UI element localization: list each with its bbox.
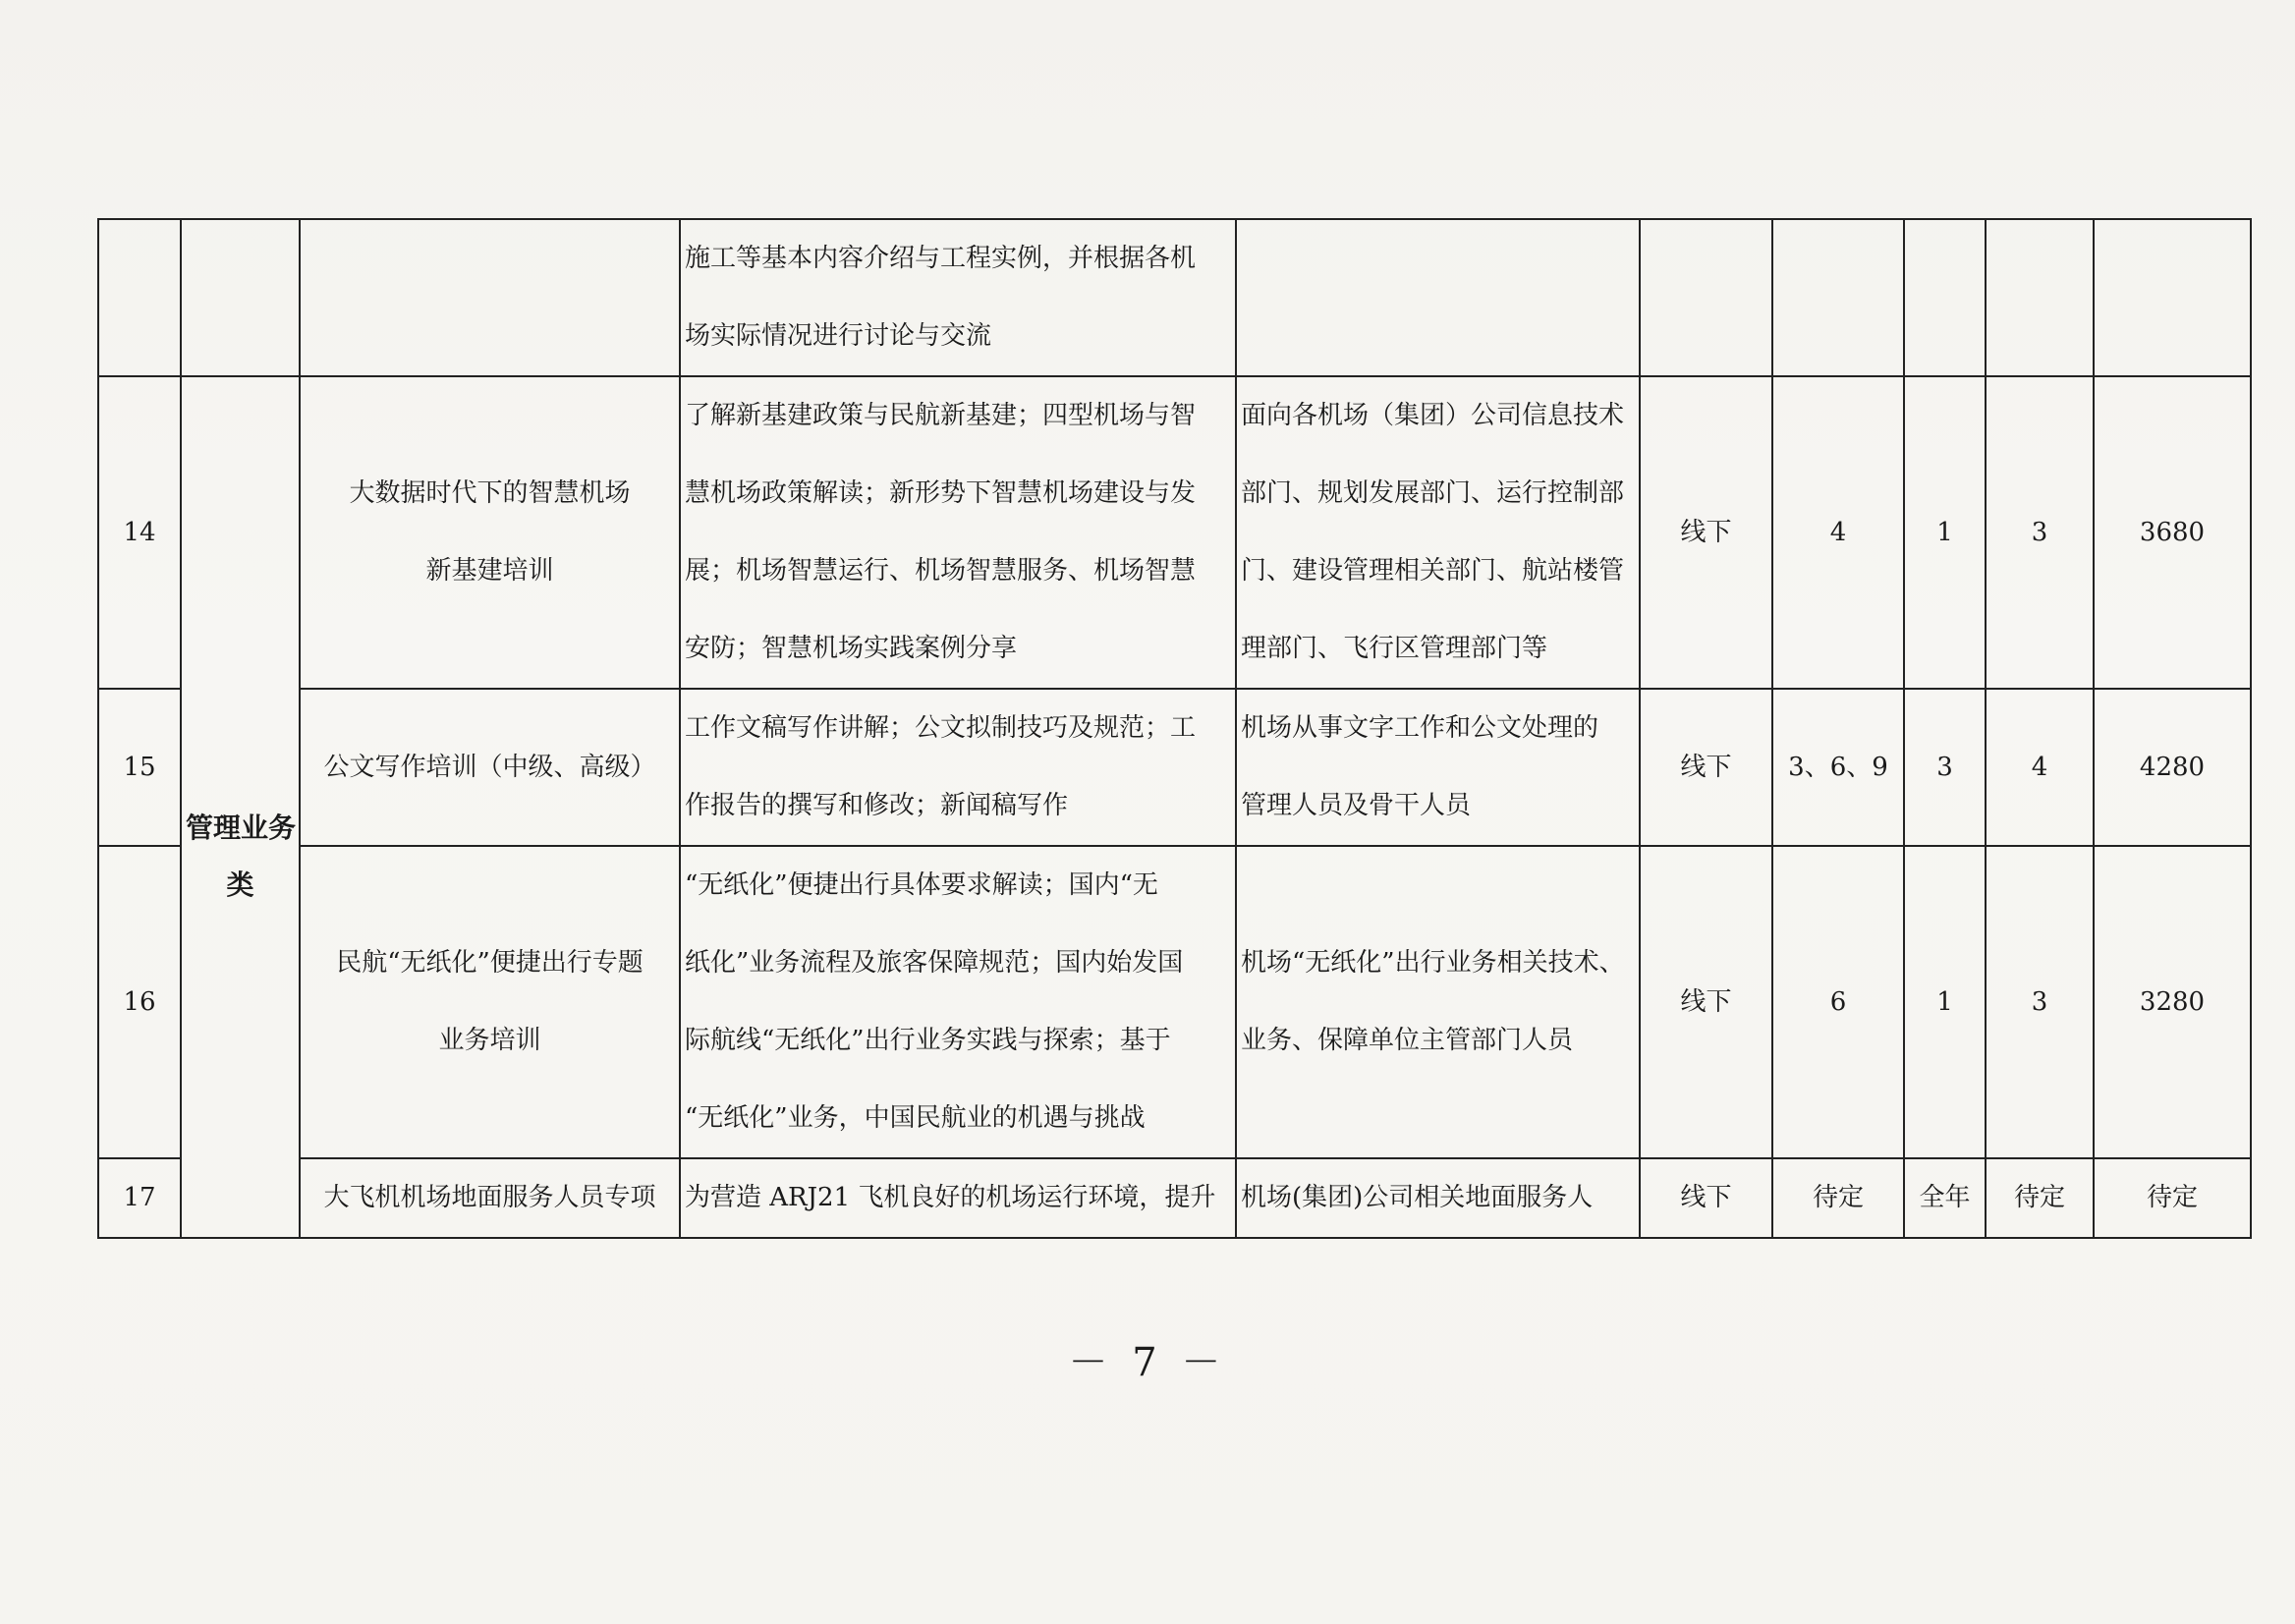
content-line: “无纸化”业务，中国民航业的机遇与挑战: [685, 1103, 1146, 1133]
category-line: 类: [226, 868, 254, 901]
cell-course-content: [680, 219, 1236, 376]
name-line: 民航“无纸化”便捷出行专题: [336, 948, 644, 978]
cell-course-name: [300, 846, 680, 1158]
cell-month: 6: [1772, 846, 1904, 1158]
target-line: 管理人员及骨干人员: [1241, 791, 1472, 820]
content-line: 安防；智慧机场实践案例分享: [685, 634, 1018, 663]
cell-sessions: 全年: [1904, 1158, 1986, 1238]
cell-fee: 4280: [2094, 689, 2251, 846]
page-number: － 7 －: [1068, 1340, 1227, 1385]
training-schedule-table: [97, 218, 2252, 1239]
cell-category-management: [181, 376, 300, 1238]
content-line: 纸化”业务流程及旅客保障规范；国内始发国: [685, 948, 1184, 978]
cell-number: [98, 219, 181, 376]
target-line: 理部门、飞行区管理部门等: [1241, 634, 1548, 663]
content-line: 作报告的撰写和修改；新闻稿写作: [685, 791, 1069, 820]
table-row-continuation: [98, 219, 2251, 376]
target-line: 门、建设管理相关部门、航站楼管: [1241, 556, 1625, 586]
cell-target-audience: [1236, 689, 1640, 846]
target-line: 机场“无纸化”出行业务相关技术、: [1241, 948, 1625, 978]
target-line: 业务、保障单位主管部门人员: [1241, 1026, 1574, 1055]
target-line: 部门、规划发展部门、运行控制部: [1241, 478, 1625, 508]
content-line: 展；机场智慧运行、机场智慧服务、机场智慧: [685, 556, 1197, 586]
cell-days: 待定: [1986, 1158, 2094, 1238]
name-line: 业务培训: [438, 1026, 541, 1055]
name-line: 大飞机机场地面服务人员专项: [323, 1183, 656, 1212]
cell-month: [1772, 219, 1904, 376]
table-row-17: [98, 1158, 2251, 1238]
target-line: 机场从事文字工作和公文处理的: [1241, 713, 1599, 743]
cell-fee: 待定: [2094, 1158, 2251, 1238]
cell-target-audience: [1236, 219, 1640, 376]
name-line: 公文写作培训（中级、高级）: [323, 752, 656, 782]
cell-mode: 线下: [1640, 846, 1772, 1158]
cell-month: 3、6、9: [1772, 689, 1904, 846]
cell-days: [1986, 219, 2094, 376]
content-line: 场实际情况进行讨论与交流: [685, 321, 992, 351]
cell-number: 16: [98, 846, 181, 1158]
cell-sessions: 1: [1904, 846, 1986, 1158]
content-line: 施工等基本内容介绍与工程实例，并根据各机: [685, 244, 1197, 273]
cell-course-name: [300, 689, 680, 846]
cell-fee: [2094, 219, 2251, 376]
cell-course-content: [680, 1158, 1236, 1238]
cell-course-name: [300, 1158, 680, 1238]
cell-mode: [1640, 219, 1772, 376]
content-line: 工作文稿写作讲解；公文拟制技巧及规范；工: [685, 713, 1197, 743]
cell-sessions: [1904, 219, 1986, 376]
cell-sessions: 3: [1904, 689, 1986, 846]
cell-number: 14: [98, 376, 181, 689]
cell-target-audience: [1236, 1158, 1640, 1238]
cell-number: 15: [98, 689, 181, 846]
category-line: 管理业务: [186, 811, 297, 844]
name-line: 大数据时代下的智慧机场: [349, 478, 631, 508]
cell-number: 17: [98, 1158, 181, 1238]
cell-course-content: [680, 689, 1236, 846]
cell-course-name: [300, 376, 680, 689]
target-line: 面向各机场（集团）公司信息技术: [1241, 401, 1625, 430]
cell-month: 待定: [1772, 1158, 1904, 1238]
cell-days: 4: [1986, 689, 2094, 846]
table-row-16: [98, 846, 2251, 1158]
cell-days: 3: [1986, 376, 2094, 689]
table-row-15: [98, 689, 2251, 846]
cell-sessions: 1: [1904, 376, 1986, 689]
content-line: 了解新基建政策与民航新基建；四型机场与智: [685, 401, 1197, 430]
content-line: 际航线“无纸化”出行业务实践与探索；基于: [685, 1026, 1171, 1055]
cell-target-audience: [1236, 846, 1640, 1158]
target-line: 机场(集团)公司相关地面服务人: [1241, 1183, 1594, 1212]
cell-mode: 线下: [1640, 376, 1772, 689]
content-line: “无纸化”便捷出行具体要求解读；国内“无: [685, 870, 1158, 900]
table-row-14: [98, 376, 2251, 689]
cell-days: 3: [1986, 846, 2094, 1158]
cell-mode: 线下: [1640, 1158, 1772, 1238]
name-line: 新基建培训: [425, 556, 554, 586]
cell-target-audience: [1236, 376, 1640, 689]
cell-course-name: [300, 219, 680, 376]
cell-course-content: [680, 376, 1236, 689]
content-line: 为营造 ARJ21 飞机良好的机场运行环境，提升: [685, 1183, 1216, 1212]
cell-month: 4: [1772, 376, 1904, 689]
cell-course-content: [680, 846, 1236, 1158]
cell-fee: 3680: [2094, 376, 2251, 689]
cell-category: [181, 219, 300, 376]
cell-fee: 3280: [2094, 846, 2251, 1158]
cell-mode: 线下: [1640, 689, 1772, 846]
content-line: 慧机场政策解读；新形势下智慧机场建设与发: [685, 478, 1197, 508]
